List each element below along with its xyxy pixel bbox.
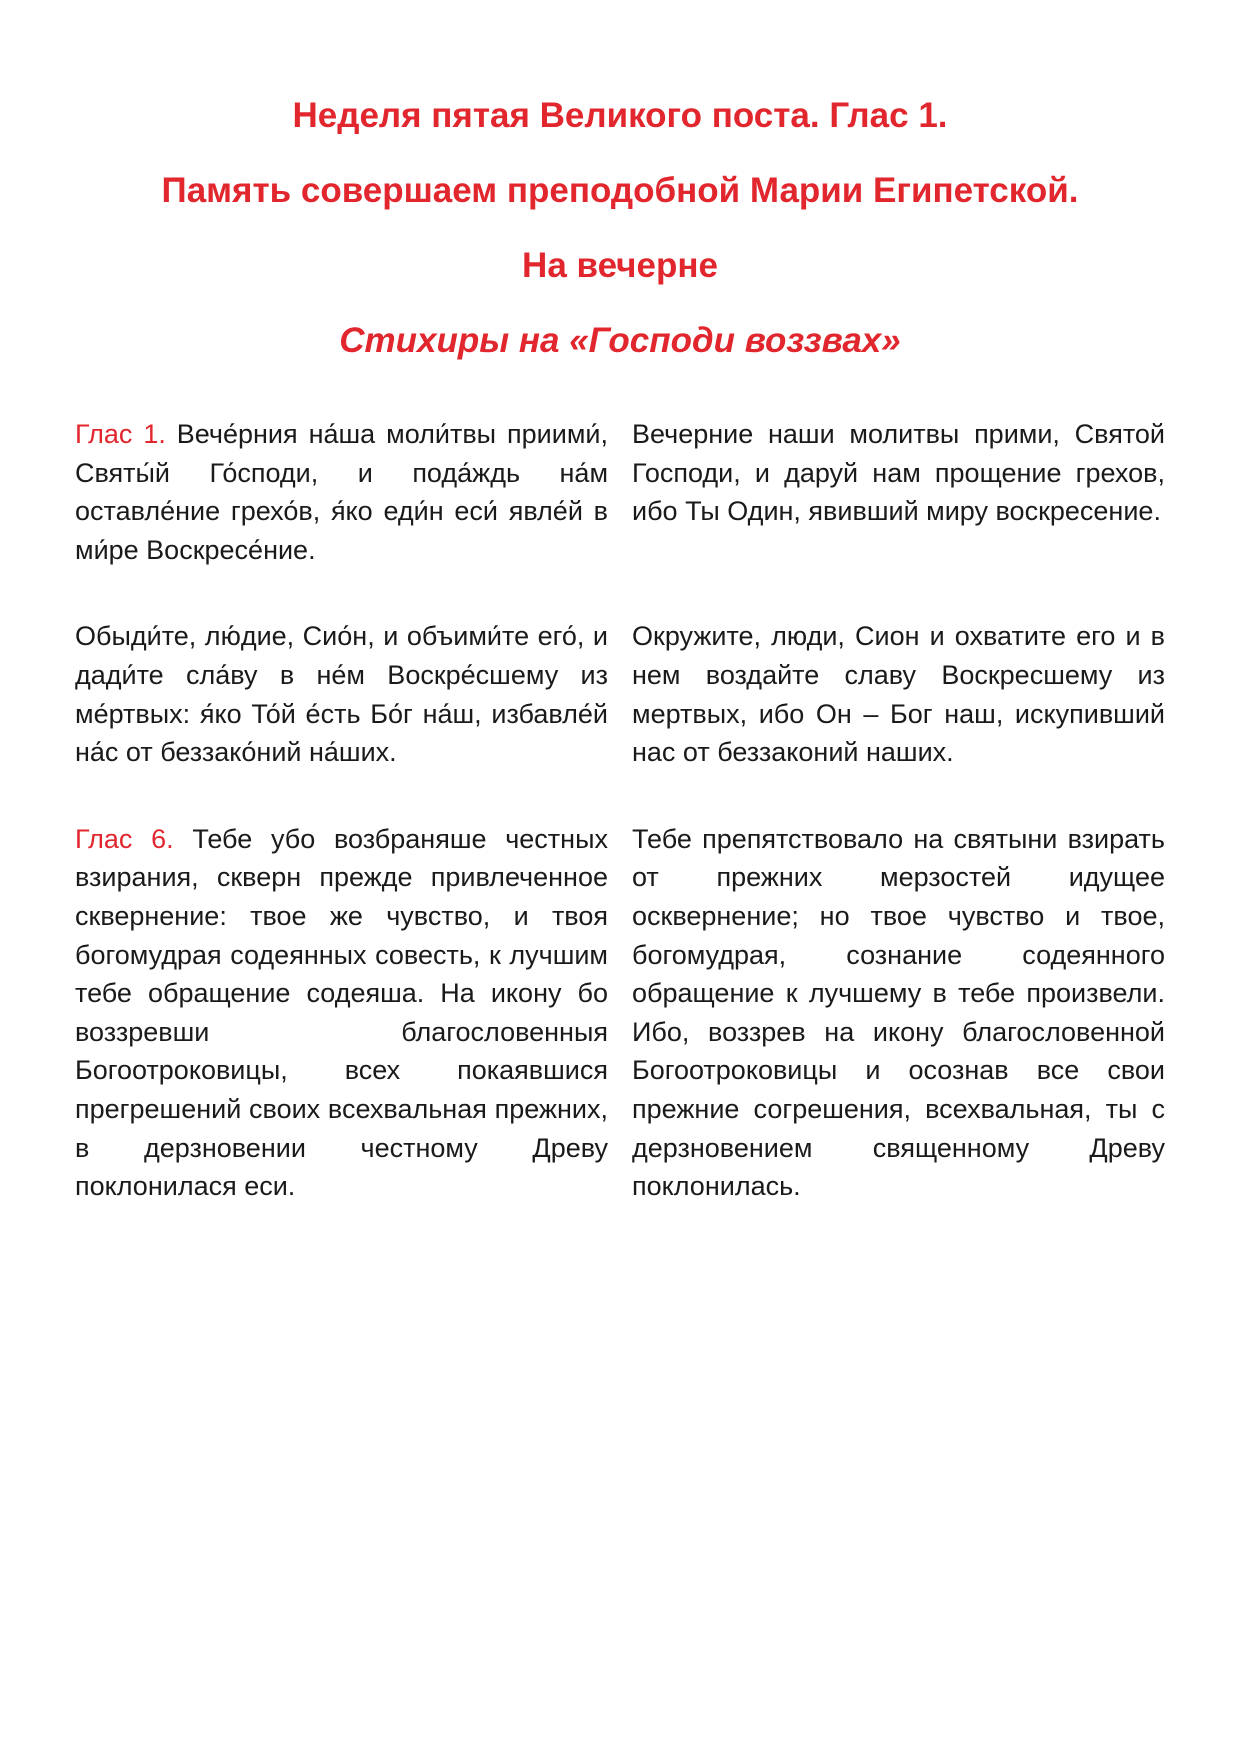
title-sunday: Неделя пятая Великого поста. Глас 1. xyxy=(292,96,948,135)
slavonic-text xyxy=(75,415,608,569)
russian-text: Окружите, люди, Сион и охватите его и в нем воздайте славу Воскресшему из мертвых, ибо Он – Бог наш, искупивший нас от беззаконий наших. xyxy=(632,621,1165,768)
glas-label: Глас 6. xyxy=(75,823,174,854)
slavonic-text xyxy=(75,617,608,771)
sticheron-row-1 xyxy=(75,415,1165,569)
slavonic-text xyxy=(75,820,608,1206)
slavonic-body: Тебе убо возбраняше честных взирания, скверн прежде привлеченное сквернение: твое же чувство, и твоя богомудрая содеянных совесть, к лучшим тебе обращение содеяша. На икону бо воззревши благословенныя Богоотроковицы, всех покаявшися прегрешений своих всехвальная прежних, в дерзновении честному Древу поклонилася еси. xyxy=(75,823,608,1202)
slavonic-body: Обыди́те, лю́дие, Сио́н, и объими́те его́, и дади́те сла́ву в не́м Воскре́сшему из ме́ртвых: я́ко То́й е́сть Бо́г на́ш, избавле́й на́с от беззако́ний на́ших. xyxy=(75,621,608,768)
russian-text: Тебе препятствовало на святыни взирать от прежних мерзостей идущее осквернение; но твое чувство и твое, богомудрая, сознание содеянного обращение к лучшему в тебе произвели. Ибо, воззрев на икону благословенной Богоотроковицы и осознав все свои прежние согрешения, всехвальная, ты с дерзновением священному Древу поклонилась. xyxy=(632,823,1165,1202)
slavonic-body: Вече́рния на́ша моли́твы приими́, Святы́й Го́споди, и пода́ждь на́м оставле́ние грехо́в, я́ко еди́н еси́ явле́й в ми́ре Воскресе́ние. xyxy=(75,419,608,565)
document-header xyxy=(0,78,1240,378)
sticheron-row-3 xyxy=(75,820,1165,1206)
subtitle-stichera: Стихиры на «Господи воззвах» xyxy=(339,321,901,360)
glas-label: Глас 1. xyxy=(75,419,166,449)
sticheron-row-2 xyxy=(75,617,1165,771)
stichera-table xyxy=(75,415,1165,1254)
title-vespers: На вечерне xyxy=(522,246,718,285)
russian-text: Вечерние наши молитвы прими, Святой Господи, и даруй нам прощение грехов, ибо Ты Один, явивший миру воскресение. xyxy=(632,419,1165,527)
title-commemoration: Память совершаем преподобной Марии Египетской. xyxy=(161,171,1079,210)
